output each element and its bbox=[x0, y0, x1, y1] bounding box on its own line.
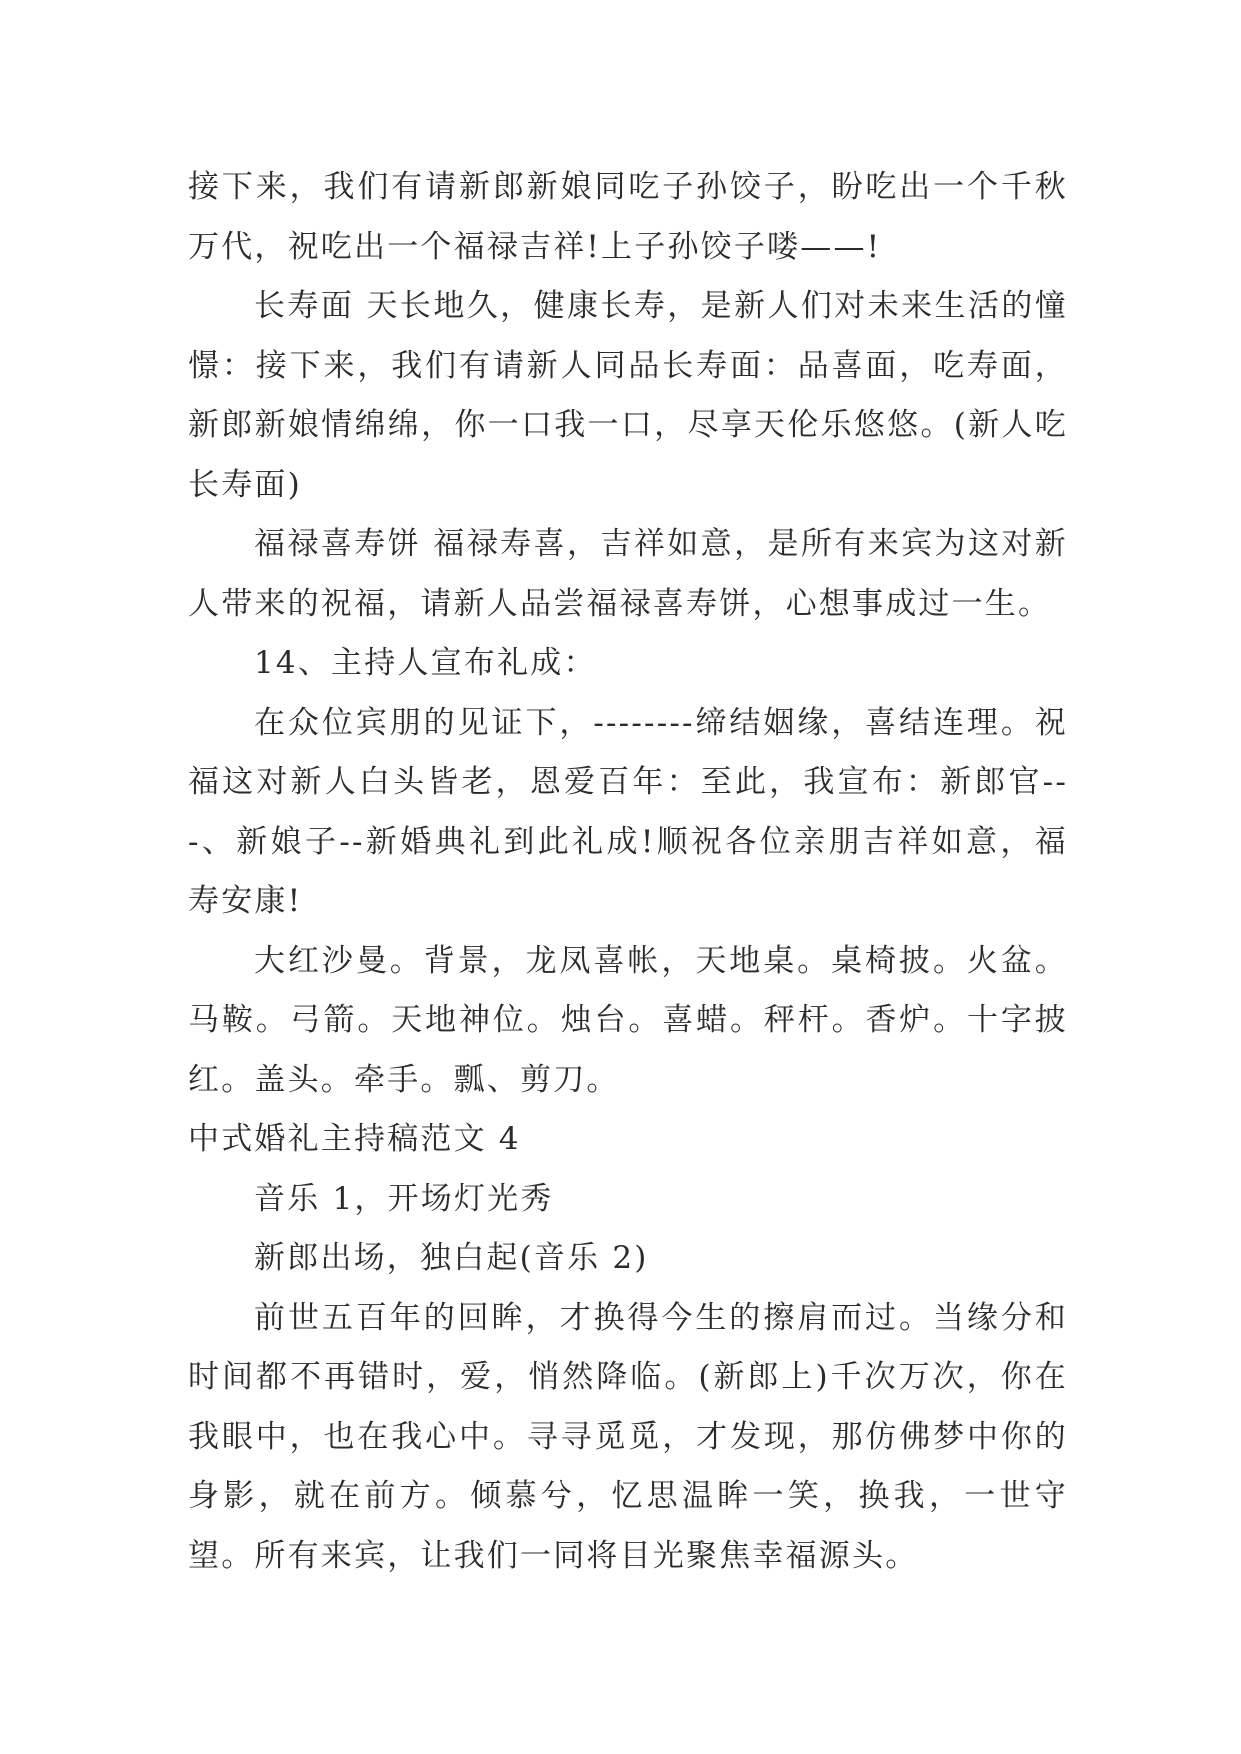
document-body bbox=[188, 158, 1068, 1586]
section-heading: 中式婚礼主持稿范文 4 bbox=[188, 1121, 521, 1157]
paragraph-ceremony-complete: 在众位宾朋的见证下，--------缔结姻缘，喜结连理。祝福这对新人白头皆老，恩爱百年：至此，我宣布：新郎官---、新娘子--新婚典礼到此礼成!顺祝各位亲朋吉祥如意，福寿安康! bbox=[188, 704, 1068, 919]
paragraph-props-list: 大红沙曼。背景，龙凤喜帐，天地桌。桌椅披。火盆。马鞍。弓箭。天地神位。烛台。喜蜡。秤杆。香炉。十字披红。盖头。牵手。瓢、剪刀。 bbox=[188, 942, 1068, 1098]
paragraph-step-14: 14、主持人宣布礼成： bbox=[254, 645, 597, 681]
paragraph-dumplings: 接下来，我们有请新郎新娘同吃子孙饺子，盼吃出一个千秋万代，祝吃出一个福禄吉祥!上子孙饺子喽——! bbox=[188, 169, 1068, 265]
paragraph-longevity-noodles: 长寿面 天长地久，健康长寿，是新人们对未来生活的憧憬：接下来，我们有请新人同品长寿面：品喜面，吃寿面，新郎新娘情绵绵，你一口我一口，尽享天伦乐悠悠。(新人吃长寿面) bbox=[188, 288, 1068, 503]
paragraph-monologue: 前世五百年的回眸，才换得今生的擦肩而过。当缘分和时间都不再错时，爱，悄然降临。(新郎上)千次万次，你在我眼中，也在我心中。寻寻觅觅，才发现，那仿佛梦中你的身影，就在前方。倾慕兮，忆思温眸一笑，换我，一世守望。所有来宾，让我们一同将目光聚焦幸福源头。 bbox=[188, 1299, 1068, 1574]
paragraph-music-1: 音乐 1，开场灯光秀 bbox=[254, 1180, 554, 1217]
paragraph-groom-entrance: 新郎出场，独白起(音乐 2) bbox=[254, 1240, 649, 1276]
paragraph-fortune-cake: 福禄喜寿饼 福禄寿喜，吉祥如意，是所有来宾为这对新人带来的祝福，请新人品尝福禄喜寿饼，心想事成过一生。 bbox=[188, 526, 1068, 622]
